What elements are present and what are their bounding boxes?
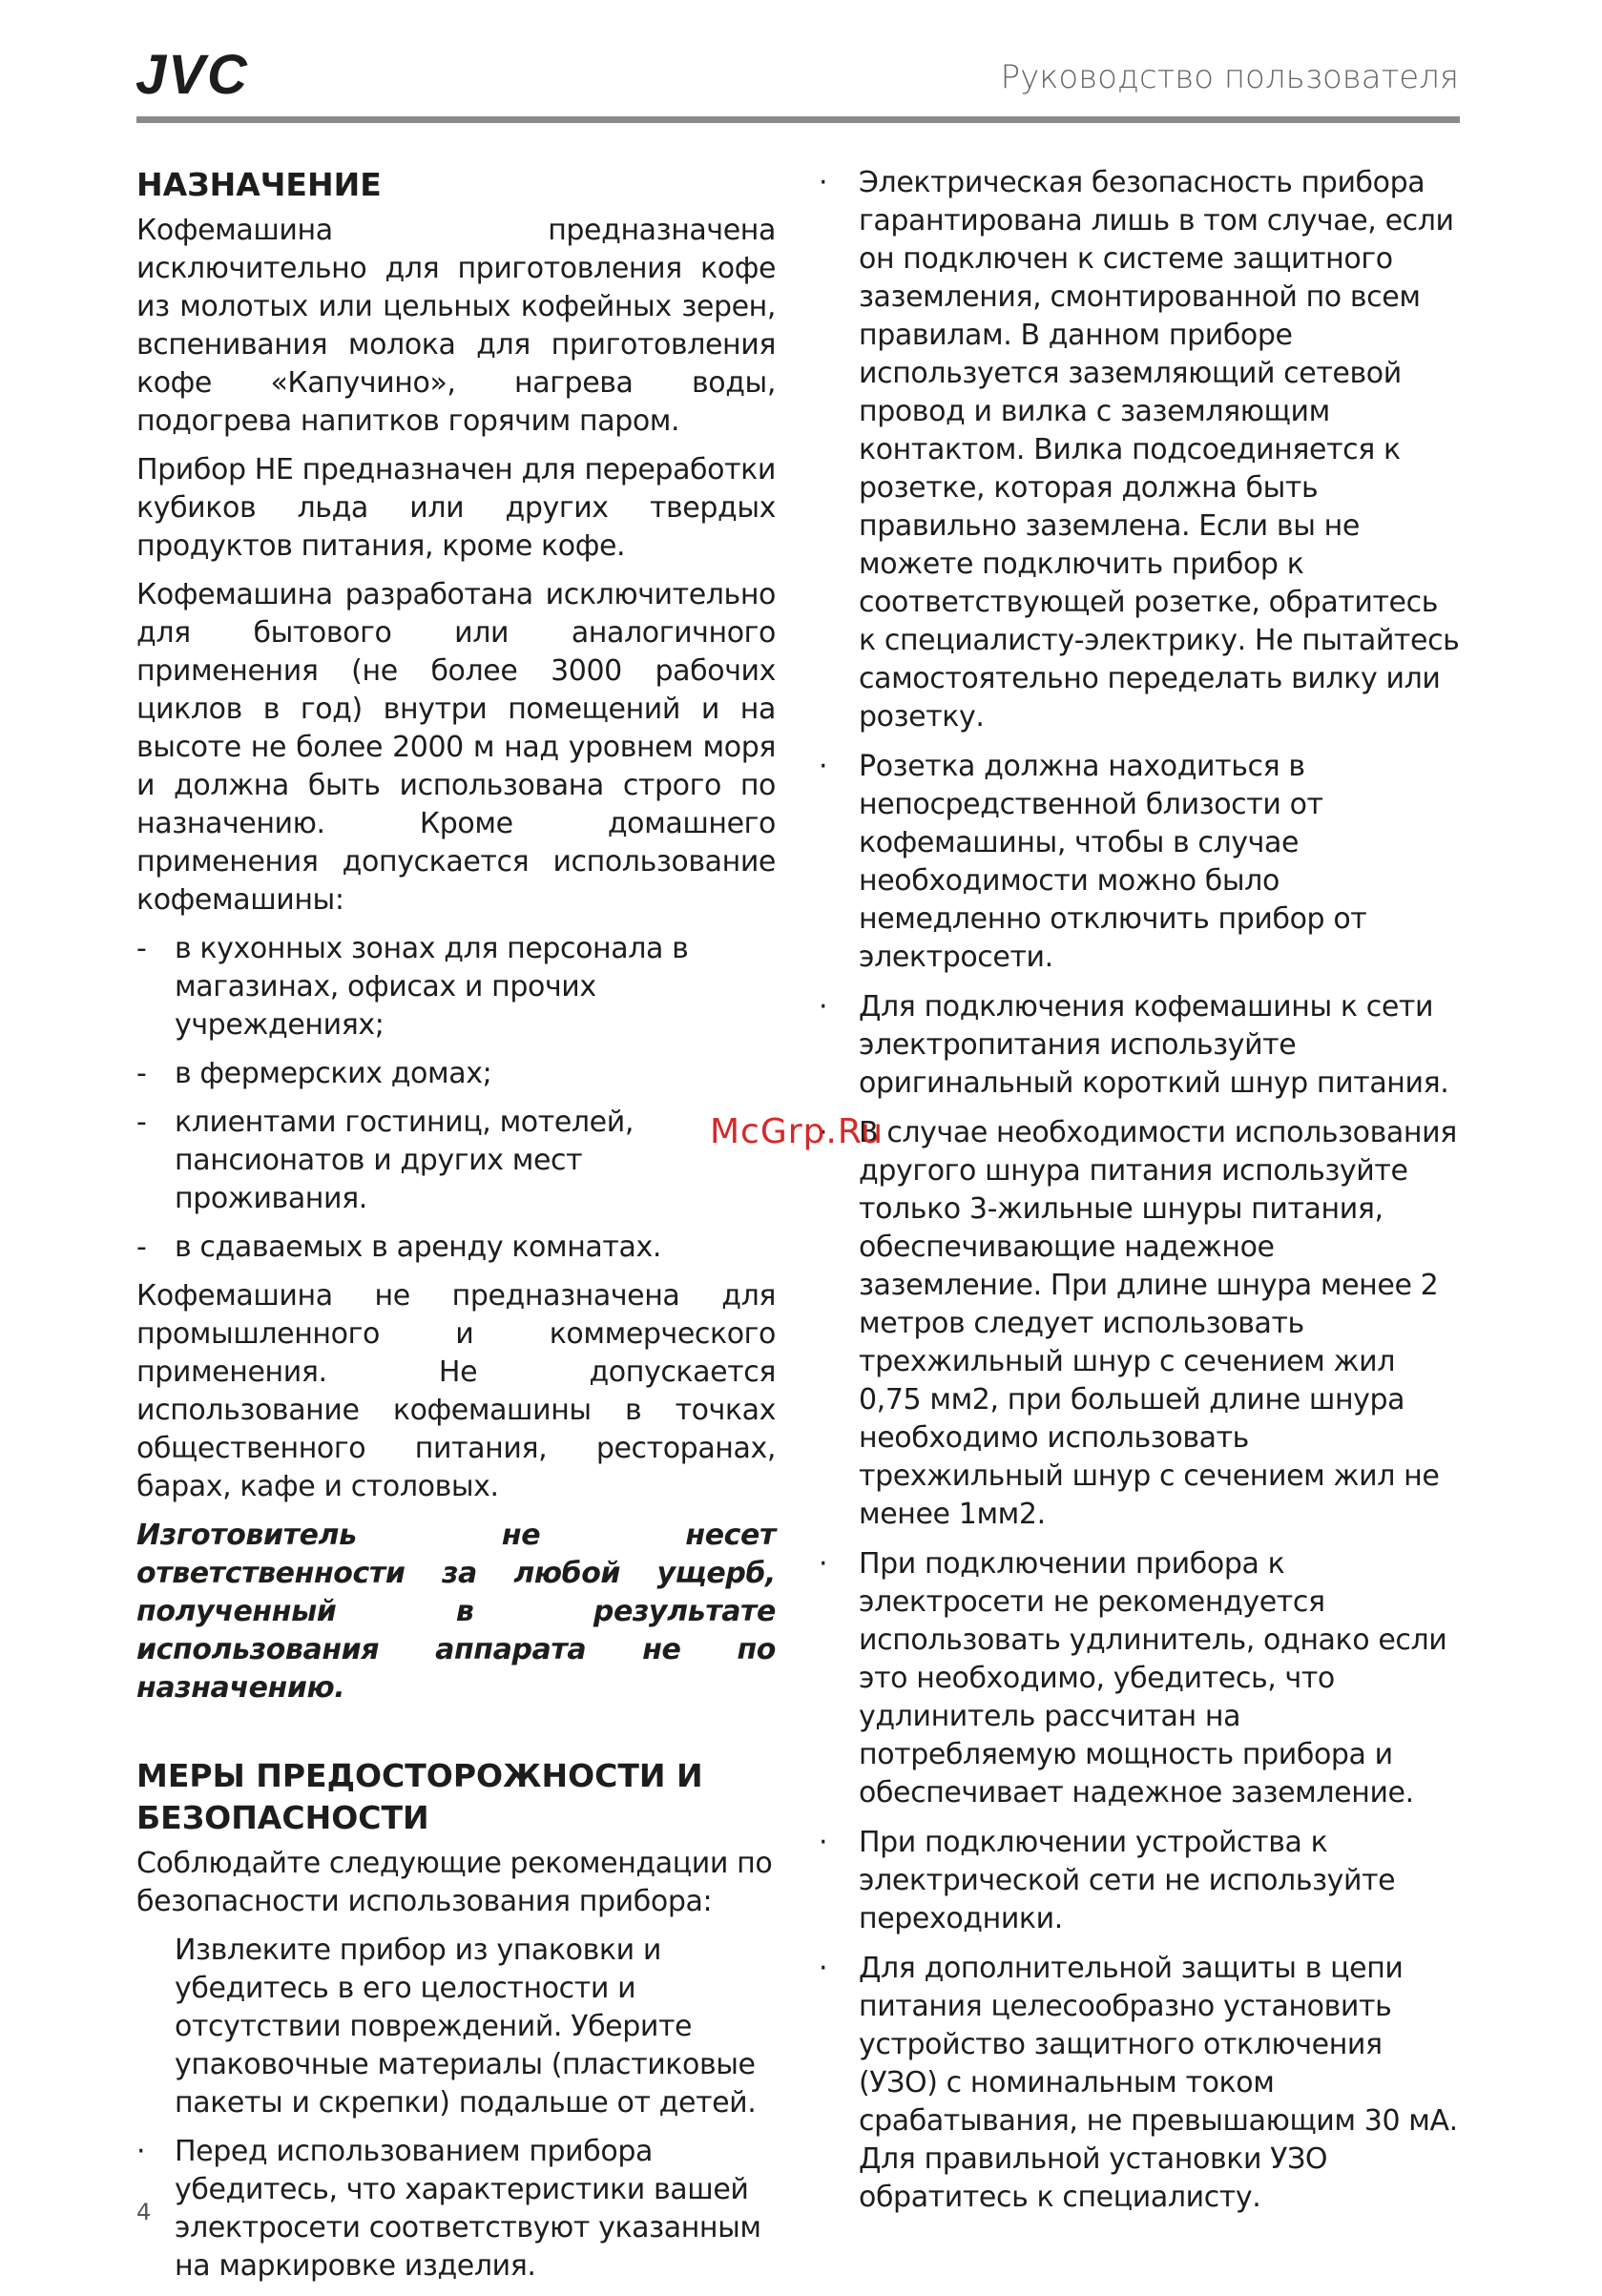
list-item: - в фермерских домах; — [136, 1055, 776, 1093]
liability-warning: Изготовитель не несет ответственности за любой ущерб, полученный в результате использования аппарата не по назначению. — [136, 1519, 776, 1705]
list-item: - клиентами гостиниц, мотелей, пансионатов и других мест проживания. — [136, 1104, 776, 1218]
paragraph: Кофемашина не предназначена для промышленного и коммерческого применения. Не допускается использование кофемашины в точках общественного питания, ресторанах, барах, кафе и столовых. — [136, 1279, 776, 1503]
list-item: · При подключении устройства к электрической сети не используйте переходники. — [819, 1824, 1460, 1938]
section-heading-purpose: НАЗНАЧЕНИЕ — [136, 166, 382, 203]
page-header-title: Руководство пользователя — [1000, 58, 1459, 96]
list-item: · Розетка должна находиться в непосредственной близости от кофемашины, чтобы в случае необходимости можно было немедленно отключить прибор от электросети. — [819, 748, 1460, 977]
paragraph: Кофемашина разработана исключительно для бытового или аналогичного применения (не более 3000 рабочих циклов в год) внутри помещений и на высоте не более 2000 м над уровнем моря и должна быть использована строго по назначению. Кроме домашнего применения допускается использование кофемашины: — [136, 578, 776, 917]
watermark: McGrp.Ru — [710, 1112, 884, 1151]
list-item: · Перед использованием прибора убедитесь, что характеристики вашей электросети соответствуют указанным на маркировке изделия. — [136, 2133, 776, 2286]
brand-logo: JVC — [135, 44, 249, 106]
right-column — [819, 164, 1460, 2228]
list-item: - в кухонных зонах для персонала в магазинах, офисах и прочих учреждениях; — [136, 930, 776, 1045]
list-item: - в сдаваемых в аренду комнатах. — [136, 1229, 776, 1267]
header-divider — [136, 116, 1460, 123]
list-item: Извлеките прибор из упаковки и убедитесь в его целостности и отсутствии повреждений. Уберите упаковочные материалы (пластиковые пакеты и скрепки) подальше от детей. — [175, 1934, 757, 2120]
left-column — [136, 164, 776, 2296]
paragraph: Прибор НЕ предназначен для переработки кубиков льда или других твердых продуктов питания, кроме кофе. — [136, 453, 776, 563]
section-heading-safety: МЕРЫ ПРЕДОСТОРОЖНОСТИ И БЕЗОПАСНОСТИ — [136, 1757, 703, 1836]
paragraph: Соблюдайте следующие рекомендации по безопасности использования прибора: — [136, 1847, 773, 1918]
safety-list-right — [819, 164, 1460, 2217]
page-number: 4 — [136, 2199, 152, 2225]
safety-list-left — [136, 1932, 776, 2286]
list-item: · В случае необходимости использования другого шнура питания используйте только 3-жильные шнуры питания, обеспечивающие надежное заземление. При длине шнура менее 2 метров следует использовать трехжильный шнур с сечением жил 0,75 мм2, при большей длине шнура необходимо использовать трехжильный шнур с сечением жил не менее 1мм2. — [819, 1114, 1460, 1534]
usage-list — [136, 930, 776, 1267]
list-item: · Для дополнительной защиты в цепи питания целесообразно установить устройство защитного отключения (УЗО) с номинальным током срабатывания, не превышающим 30 мА. Для правильной установки УЗО обратитесь к специалисту. — [819, 1950, 1460, 2217]
list-item: · Для подключения кофемашины к сети электропитания используйте оригинальный короткий шнур питания. — [819, 988, 1460, 1103]
list-item: · Электрическая безопасность прибора гарантирована лишь в том случае, если он подключен к системе защитного заземления, смонтированной по всем правилам. В данном приборе используется заземляющий сетевой провод и вилка с заземляющим контактом. Вилка подсоединяется к розетке, которая должна быть правильно заземлена. Если вы не можете подключить прибор к соответствующей розетке, обратитесь к специалисту-электрику. Не пытайтесь самостоятельно переделать вилку или розетку. — [819, 164, 1460, 736]
paragraph: Кофемашина предназначена исключительно для приготовления кофе из молотых или цельных кофейных зерен, вспенивания молока для приготовления кофе «Капучино», нагрева воды, подогрева напитков горячим паром. — [136, 214, 776, 438]
list-item: · При подключении прибора к электросети не рекомендуется использовать удлинитель, однако если это необходимо, убедитесь, что удлинитель рассчитан на потребляемую мощность прибора и обеспечивает надежное заземление. — [819, 1545, 1460, 1812]
